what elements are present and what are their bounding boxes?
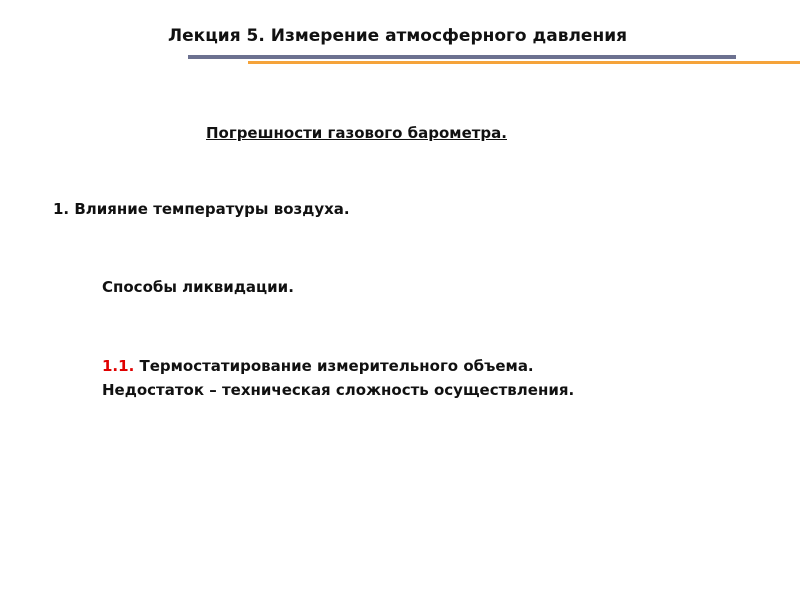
methods-heading: Способы ликвидации.: [102, 278, 294, 296]
item-text: Термостатирование измерительного объема.: [134, 357, 534, 375]
item-temperature-influence: 1. Влияние температуры воздуха.: [53, 200, 350, 218]
slide-subtitle: Погрешности газового барометра.: [206, 124, 507, 142]
title-underline-orange: [248, 61, 800, 64]
drawback-text: Недостаток – техническая сложность осуществления.: [102, 381, 575, 399]
item-thermostating: [102, 357, 534, 375]
item-number: 1.1.: [102, 357, 135, 375]
slide-title: Лекция 5. Измерение атмосферного давления: [168, 26, 628, 46]
title-underline-blue: [188, 55, 736, 59]
